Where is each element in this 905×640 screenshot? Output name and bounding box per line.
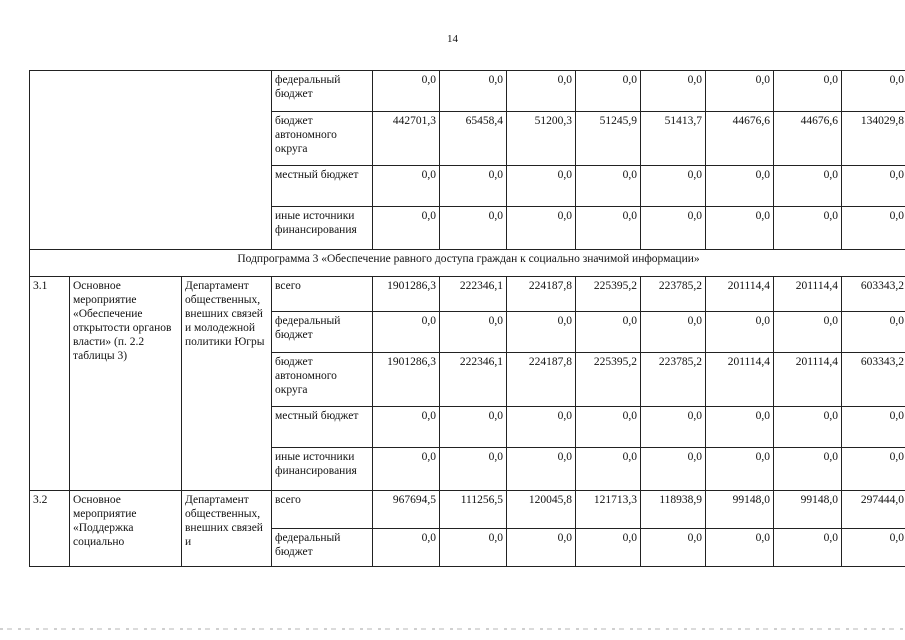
- value-cell: 0,0: [440, 529, 507, 567]
- value-cell: 0,0: [842, 71, 905, 112]
- value-cell: 0,0: [576, 448, 641, 491]
- source-label: бюджет автономного округа: [272, 112, 373, 166]
- subprogram-row: [30, 250, 905, 277]
- item-executor: Департамент общественных, внешних связей и молодежной политики Югры: [182, 277, 272, 491]
- page-number: 14: [447, 33, 458, 45]
- value-cell: 99148,0: [706, 491, 774, 529]
- value-cell: 201114,4: [774, 277, 842, 312]
- table-row: [30, 277, 905, 312]
- value-cell: 222346,1: [440, 277, 507, 312]
- item-number: 3.1: [30, 277, 70, 491]
- value-cell: 0,0: [507, 71, 576, 112]
- value-cell: 201114,4: [706, 353, 774, 407]
- value-cell: 0,0: [842, 448, 905, 491]
- value-cell: 0,0: [774, 407, 842, 448]
- value-cell: 0,0: [507, 407, 576, 448]
- value-cell: 0,0: [774, 207, 842, 250]
- source-label: федеральный бюджет: [272, 71, 373, 112]
- value-cell: 0,0: [440, 312, 507, 353]
- value-cell: 0,0: [373, 529, 440, 567]
- value-cell: 0,0: [641, 407, 706, 448]
- value-cell: 118938,9: [641, 491, 706, 529]
- value-cell: 0,0: [774, 71, 842, 112]
- table-row: [30, 491, 905, 529]
- value-cell: 0,0: [373, 407, 440, 448]
- value-cell: 0,0: [440, 166, 507, 207]
- value-cell: 0,0: [774, 529, 842, 567]
- source-label: иные источники финансирования: [272, 207, 373, 250]
- value-cell: 297444,0: [842, 491, 905, 529]
- value-cell: 0,0: [576, 166, 641, 207]
- value-cell: 0,0: [576, 529, 641, 567]
- value-cell: 0,0: [641, 312, 706, 353]
- value-cell: 0,0: [440, 448, 507, 491]
- value-cell: 65458,4: [440, 112, 507, 166]
- value-cell: 0,0: [842, 312, 905, 353]
- blank-cell: [30, 71, 272, 250]
- value-cell: 0,0: [507, 312, 576, 353]
- value-cell: 0,0: [507, 166, 576, 207]
- value-cell: 0,0: [842, 166, 905, 207]
- value-cell: 967694,5: [373, 491, 440, 529]
- value-cell: 0,0: [706, 207, 774, 250]
- table-row: [30, 71, 905, 112]
- budget-table: [29, 70, 905, 567]
- value-cell: 0,0: [576, 407, 641, 448]
- value-cell: 201114,4: [706, 277, 774, 312]
- value-cell: 111256,5: [440, 491, 507, 529]
- budget-table-body: [30, 71, 905, 567]
- value-cell: 0,0: [706, 71, 774, 112]
- value-cell: 442701,3: [373, 112, 440, 166]
- value-cell: 0,0: [842, 407, 905, 448]
- item-number: 3.2: [30, 491, 70, 567]
- source-label: федеральный бюджет: [272, 312, 373, 353]
- value-cell: 0,0: [641, 71, 706, 112]
- value-cell: 0,0: [373, 312, 440, 353]
- value-cell: 0,0: [706, 407, 774, 448]
- value-cell: 0,0: [440, 207, 507, 250]
- value-cell: 0,0: [507, 529, 576, 567]
- value-cell: 0,0: [774, 448, 842, 491]
- value-cell: 0,0: [774, 166, 842, 207]
- source-label: бюджет автономного округа: [272, 353, 373, 407]
- value-cell: 0,0: [706, 529, 774, 567]
- value-cell: 0,0: [842, 207, 905, 250]
- source-label: местный бюджет: [272, 166, 373, 207]
- value-cell: 0,0: [373, 166, 440, 207]
- value-cell: 134029,8: [842, 112, 905, 166]
- value-cell: 0,0: [373, 448, 440, 491]
- value-cell: 222346,1: [440, 353, 507, 407]
- value-cell: 44676,6: [774, 112, 842, 166]
- item-name: Основное мероприятие «Поддержка социально: [70, 491, 182, 567]
- value-cell: 0,0: [440, 71, 507, 112]
- value-cell: 120045,8: [507, 491, 576, 529]
- value-cell: 0,0: [576, 207, 641, 250]
- value-cell: 224187,8: [507, 277, 576, 312]
- item-executor: Департамент общественных, внешних связей и: [182, 491, 272, 567]
- value-cell: 201114,4: [774, 353, 842, 407]
- value-cell: 0,0: [842, 529, 905, 567]
- value-cell: 0,0: [706, 312, 774, 353]
- value-cell: 0,0: [440, 407, 507, 448]
- value-cell: 0,0: [373, 71, 440, 112]
- value-cell: 0,0: [706, 448, 774, 491]
- value-cell: 1901286,3: [373, 353, 440, 407]
- value-cell: 224187,8: [507, 353, 576, 407]
- value-cell: 0,0: [373, 207, 440, 250]
- value-cell: 1901286,3: [373, 277, 440, 312]
- value-cell: 121713,3: [576, 491, 641, 529]
- value-cell: 223785,2: [641, 353, 706, 407]
- source-label: федеральный бюджет: [272, 529, 373, 567]
- value-cell: 225395,2: [576, 277, 641, 312]
- source-label: всего: [272, 277, 373, 312]
- source-label: иные источники финансирования: [272, 448, 373, 491]
- value-cell: 51413,7: [641, 112, 706, 166]
- value-cell: 603343,2: [842, 353, 905, 407]
- item-name: Основное мероприятие «Обеспечение открытости органов власти» (п. 2.2 таблицы 3): [70, 277, 182, 491]
- value-cell: 223785,2: [641, 277, 706, 312]
- value-cell: 0,0: [706, 166, 774, 207]
- value-cell: 0,0: [774, 312, 842, 353]
- source-label: всего: [272, 491, 373, 529]
- value-cell: 51245,9: [576, 112, 641, 166]
- value-cell: 51200,3: [507, 112, 576, 166]
- value-cell: 225395,2: [576, 353, 641, 407]
- value-cell: 44676,6: [706, 112, 774, 166]
- value-cell: 0,0: [507, 448, 576, 491]
- source-label: местный бюджет: [272, 407, 373, 448]
- value-cell: 603343,2: [842, 277, 905, 312]
- value-cell: 0,0: [576, 71, 641, 112]
- scan-artifact-line: [0, 628, 905, 630]
- value-cell: 0,0: [641, 166, 706, 207]
- value-cell: 99148,0: [774, 491, 842, 529]
- value-cell: 0,0: [507, 207, 576, 250]
- value-cell: 0,0: [641, 207, 706, 250]
- value-cell: 0,0: [641, 448, 706, 491]
- value-cell: 0,0: [576, 312, 641, 353]
- value-cell: 0,0: [641, 529, 706, 567]
- subprogram-title: Подпрограмма 3 «Обеспечение равного доступа граждан к социально значимой информации»: [30, 250, 905, 277]
